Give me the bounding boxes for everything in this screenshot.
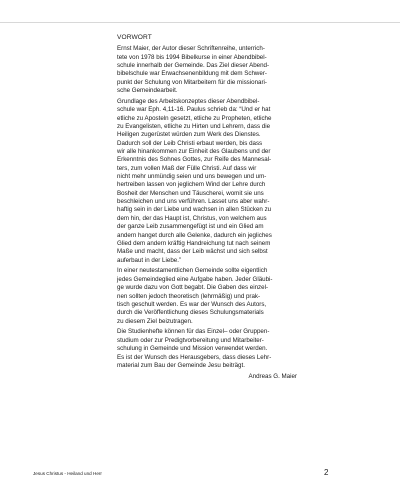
paragraph-scripture: Grundlage des Arbeitskonzeptes dieser Abendbibel- schule war Eph. 4,11-16. Paulus schrieb da: “Und er hat etliche zu Aposteln gesetzt, etliche zu Propheten, etliche zu Evangelisten, etliche zu Hirten und Lehrern, dass die Heiligen zugerüstet würden zum Werk des Dienstes. Dadurch soll der Leib Christi erbaut werden, bis dass wir alle hinankommen zur Einheit des Glaubens und der Erkenntnis des Sohnes Gottes, zur Reife des Mannesal- ters, zum vollen Maß der Fülle Christi. Auf dass wir nicht mehr unmündig seien und uns bewegen und um- hertreiben lassen von jeglichem Wind der Lehre durch Bosheit der Menschen und Täuscherei, womit sie uns beschleichen und uns verführen. Lasset uns aber wahr- haftig sein in der Liebe und wachsen in allen Stücken zu dem hin, der das Haupt ist, Christus, von welchem aus der ganze Leib zusammengefügt ist und ein Glied am andern hanget durch alle Gelenke, dadurch ein jegliches Glied dem andern kräftig Handreichung tut nach seinem Maße und macht, dass der Leib wächst und sich selbst auferbaut in der Liebe.” xyxy=(117,98,272,264)
foreword-section xyxy=(117,34,297,381)
signature: Andreas G. Maier xyxy=(248,372,297,380)
page-number: 2 xyxy=(324,468,329,477)
top-divider xyxy=(0,22,400,23)
paragraph-intro: Ernst Maier, der Autor dieser Schriftenreihe, unterrich- tete von 1978 bis 1994 Bibelkurse in einer Abendbibel- schule innerhalb der Gemeinde. Das Ziel dieser Abend- bibelschule war Erwachsenenbildung mit dem Schwer- punkt der Schulung von Mitarbeitern für die missionari- sche Gemeindearbeit. xyxy=(117,45,270,95)
paragraph-usage: Die Studienhefte können für das Einzel– oder Gruppen- studium oder zur Predigtvorbereitung und Mitarbeiter- schulung in Gemeinde und Mission verwendet werden. Es ist der Wunsch des Herausgebers, dass dieses Lehr- material zum Bau der Gemeinde Jesu beiträgt. xyxy=(117,328,272,369)
page-title: VORWORT xyxy=(117,34,152,41)
footer-book-title: Jesus Christus - Heiland und Herr xyxy=(33,471,102,476)
paragraph-church-tasks: In einer neutestamentlichen Gemeinde sollte eigentlich jedes Gemeindeglied eine Aufgabe haben. Jeder Gläubi- ge wurde dazu von Gott begabt. Die Gaben des einzel- nen sollten jedoch theoretisch (lehrmäßig) und prak- tisch geschult werden. Es war der Wunsch des Autors, durch die Veröffentlichung dieses Schulungsmaterials zu diesem Ziel beizutragen. xyxy=(117,267,273,325)
